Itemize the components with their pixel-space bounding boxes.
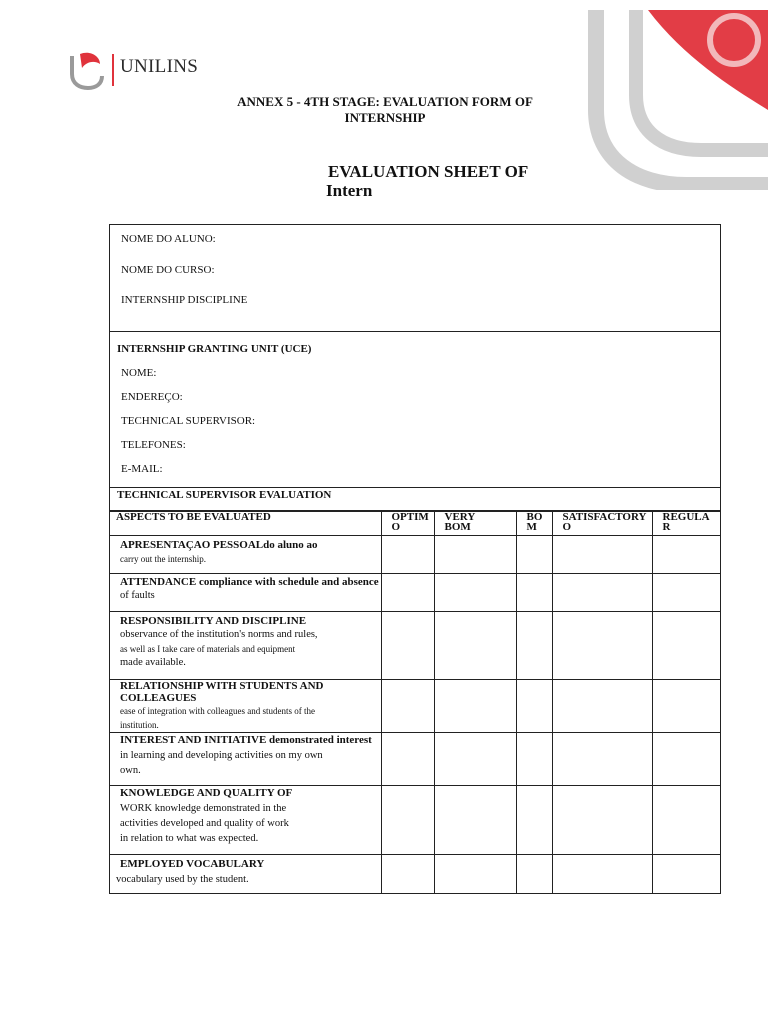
table-row: [110, 855, 720, 893]
table-row: [110, 786, 720, 855]
aspect-desc: vocabulary used by the student.: [116, 874, 249, 885]
title-line2: Intern: [326, 181, 373, 200]
aspect-desc: in relation to what was expected.: [120, 833, 259, 844]
table-row: [110, 574, 720, 612]
rating-cell-very-bom[interactable]: [434, 786, 516, 855]
aspect-cell: [110, 536, 381, 574]
rating-cell-satisfactory[interactable]: [552, 536, 652, 574]
aspect-title: KNOWLEDGE AND QUALITY OF: [120, 787, 293, 799]
aspect-cell: [110, 680, 381, 733]
aspect-desc: as well as I take care of materials and equipment: [120, 644, 296, 654]
uce-address-field[interactable]: ENDEREÇO:: [121, 391, 183, 403]
column-header-satisfactory: SATISFACTORY O: [552, 512, 652, 536]
rating-cell-bom[interactable]: [516, 536, 552, 574]
annex-title-line2: INTERNSHIP: [344, 110, 426, 125]
aspect-cell: [110, 574, 381, 612]
column-header-regular: REGULA R: [652, 512, 720, 536]
rating-cell-very-bom[interactable]: [434, 680, 516, 733]
rating-cell-satisfactory[interactable]: [552, 855, 652, 893]
supervisor-evaluation-heading-text: TECHNICAL SUPERVISOR EVALUATION: [117, 489, 332, 501]
aspect-desc: observance of the institution's norms and rules,: [120, 629, 318, 640]
aspect-desc: ease of integration with colleagues and students of the: [120, 706, 315, 716]
aspect-desc: in learning and developing activities on my own: [120, 750, 323, 761]
rating-cell-bom[interactable]: [516, 733, 552, 786]
rating-cell-optimo[interactable]: [381, 680, 434, 733]
table-row: [110, 536, 720, 574]
aspect-cell: [110, 733, 381, 786]
aspect-desc: own.: [120, 765, 141, 776]
rating-cell-very-bom[interactable]: [434, 574, 516, 612]
rating-cell-regular[interactable]: [652, 612, 720, 680]
annex-title-line1: ANNEX 5 - 4TH STAGE: EVALUATION FORM OF: [237, 94, 533, 109]
uce-heading: INTERNSHIP GRANTING UNIT (UCE): [117, 343, 312, 355]
aspect-desc: WORK knowledge demonstrated in the: [120, 803, 287, 814]
aspect-desc: institution.: [120, 720, 159, 730]
rating-cell-optimo[interactable]: [381, 855, 434, 893]
rating-cell-optimo[interactable]: [381, 733, 434, 786]
rating-cell-regular[interactable]: [652, 855, 720, 893]
rating-cell-bom[interactable]: [516, 574, 552, 612]
internship-discipline-field[interactable]: INTERNSHIP DISCIPLINE: [121, 294, 248, 306]
rating-cell-optimo[interactable]: [381, 574, 434, 612]
column-header-bom: BO M: [516, 512, 552, 536]
column-header-optimo: OPTIM O: [381, 512, 434, 536]
annex-title: [190, 94, 580, 126]
student-name-field[interactable]: NOME DO ALUNO:: [121, 233, 216, 245]
aspect-cell: [110, 612, 381, 680]
technical-supervisor-field[interactable]: TECHNICAL SUPERVISOR:: [121, 415, 256, 427]
aspect-desc: activities developed and quality of work: [120, 818, 289, 829]
aspect-title: RESPONSIBILITY AND DISCIPLINE: [120, 615, 307, 627]
course-name-field[interactable]: NOME DO CURSO:: [121, 264, 215, 276]
rating-cell-regular[interactable]: [652, 733, 720, 786]
email-field[interactable]: E-MAIL:: [121, 463, 163, 475]
rating-cell-very-bom[interactable]: [434, 536, 516, 574]
rating-cell-regular[interactable]: [652, 786, 720, 855]
rating-cell-optimo[interactable]: [381, 536, 434, 574]
column-header-very-bom: VERY BOM: [434, 512, 516, 536]
rating-cell-satisfactory[interactable]: [552, 574, 652, 612]
aspect-cell: [110, 786, 381, 855]
rating-cell-satisfactory[interactable]: [552, 786, 652, 855]
rating-cell-optimo[interactable]: [381, 786, 434, 855]
aspect-desc: carry out the internship.: [120, 554, 206, 564]
rating-cell-regular[interactable]: [652, 536, 720, 574]
table-header-row: [110, 512, 720, 536]
uce-name-field[interactable]: NOME:: [121, 367, 157, 379]
rating-cell-bom[interactable]: [516, 786, 552, 855]
rating-cell-optimo[interactable]: [381, 612, 434, 680]
column-header-aspects: ASPECTS TO BE EVALUATED: [110, 512, 381, 536]
rating-cell-regular[interactable]: [652, 574, 720, 612]
aspect-title: APRESENTAÇAO PESSOALdo aluno ao: [120, 539, 318, 551]
student-info-block: [110, 225, 720, 332]
evaluation-sheet-title: [328, 162, 528, 200]
aspect-title: EMPLOYED VOCABULARY: [120, 858, 265, 870]
rating-cell-satisfactory[interactable]: [552, 733, 652, 786]
rating-cell-regular[interactable]: [652, 680, 720, 733]
rating-cell-bom[interactable]: [516, 612, 552, 680]
supervisor-evaluation-heading: [110, 488, 720, 511]
rating-cell-very-bom[interactable]: [434, 612, 516, 680]
aspect-title: ATTENDANCE compliance with schedule and absence: [120, 576, 379, 588]
evaluation-table: [110, 511, 720, 893]
table-row: [110, 680, 720, 733]
aspect-desc: made available.: [120, 657, 186, 668]
evaluation-table-block: [110, 511, 720, 893]
phones-field[interactable]: TELEFONES:: [121, 439, 186, 451]
rating-cell-bom[interactable]: [516, 680, 552, 733]
aspect-desc: of faults: [120, 590, 155, 601]
rating-cell-satisfactory[interactable]: [552, 680, 652, 733]
rating-cell-satisfactory[interactable]: [552, 612, 652, 680]
logo-text: UNILINS: [120, 56, 199, 77]
rating-cell-very-bom[interactable]: [434, 733, 516, 786]
rating-cell-very-bom[interactable]: [434, 855, 516, 893]
aspect-title: RELATIONSHIP WITH STUDENTS AND COLLEAGUES: [120, 680, 324, 704]
uce-info-block: [110, 332, 720, 488]
title-line1: EVALUATION SHEET OF: [328, 162, 529, 181]
aspect-cell: [110, 855, 381, 893]
watermark-logo: [586, 0, 768, 190]
table-row: [110, 612, 720, 680]
rating-cell-bom[interactable]: [516, 855, 552, 893]
table-row: [110, 733, 720, 786]
aspect-title: INTEREST AND INITIATIVE demonstrated interest: [120, 734, 372, 746]
evaluation-form: [109, 224, 721, 894]
